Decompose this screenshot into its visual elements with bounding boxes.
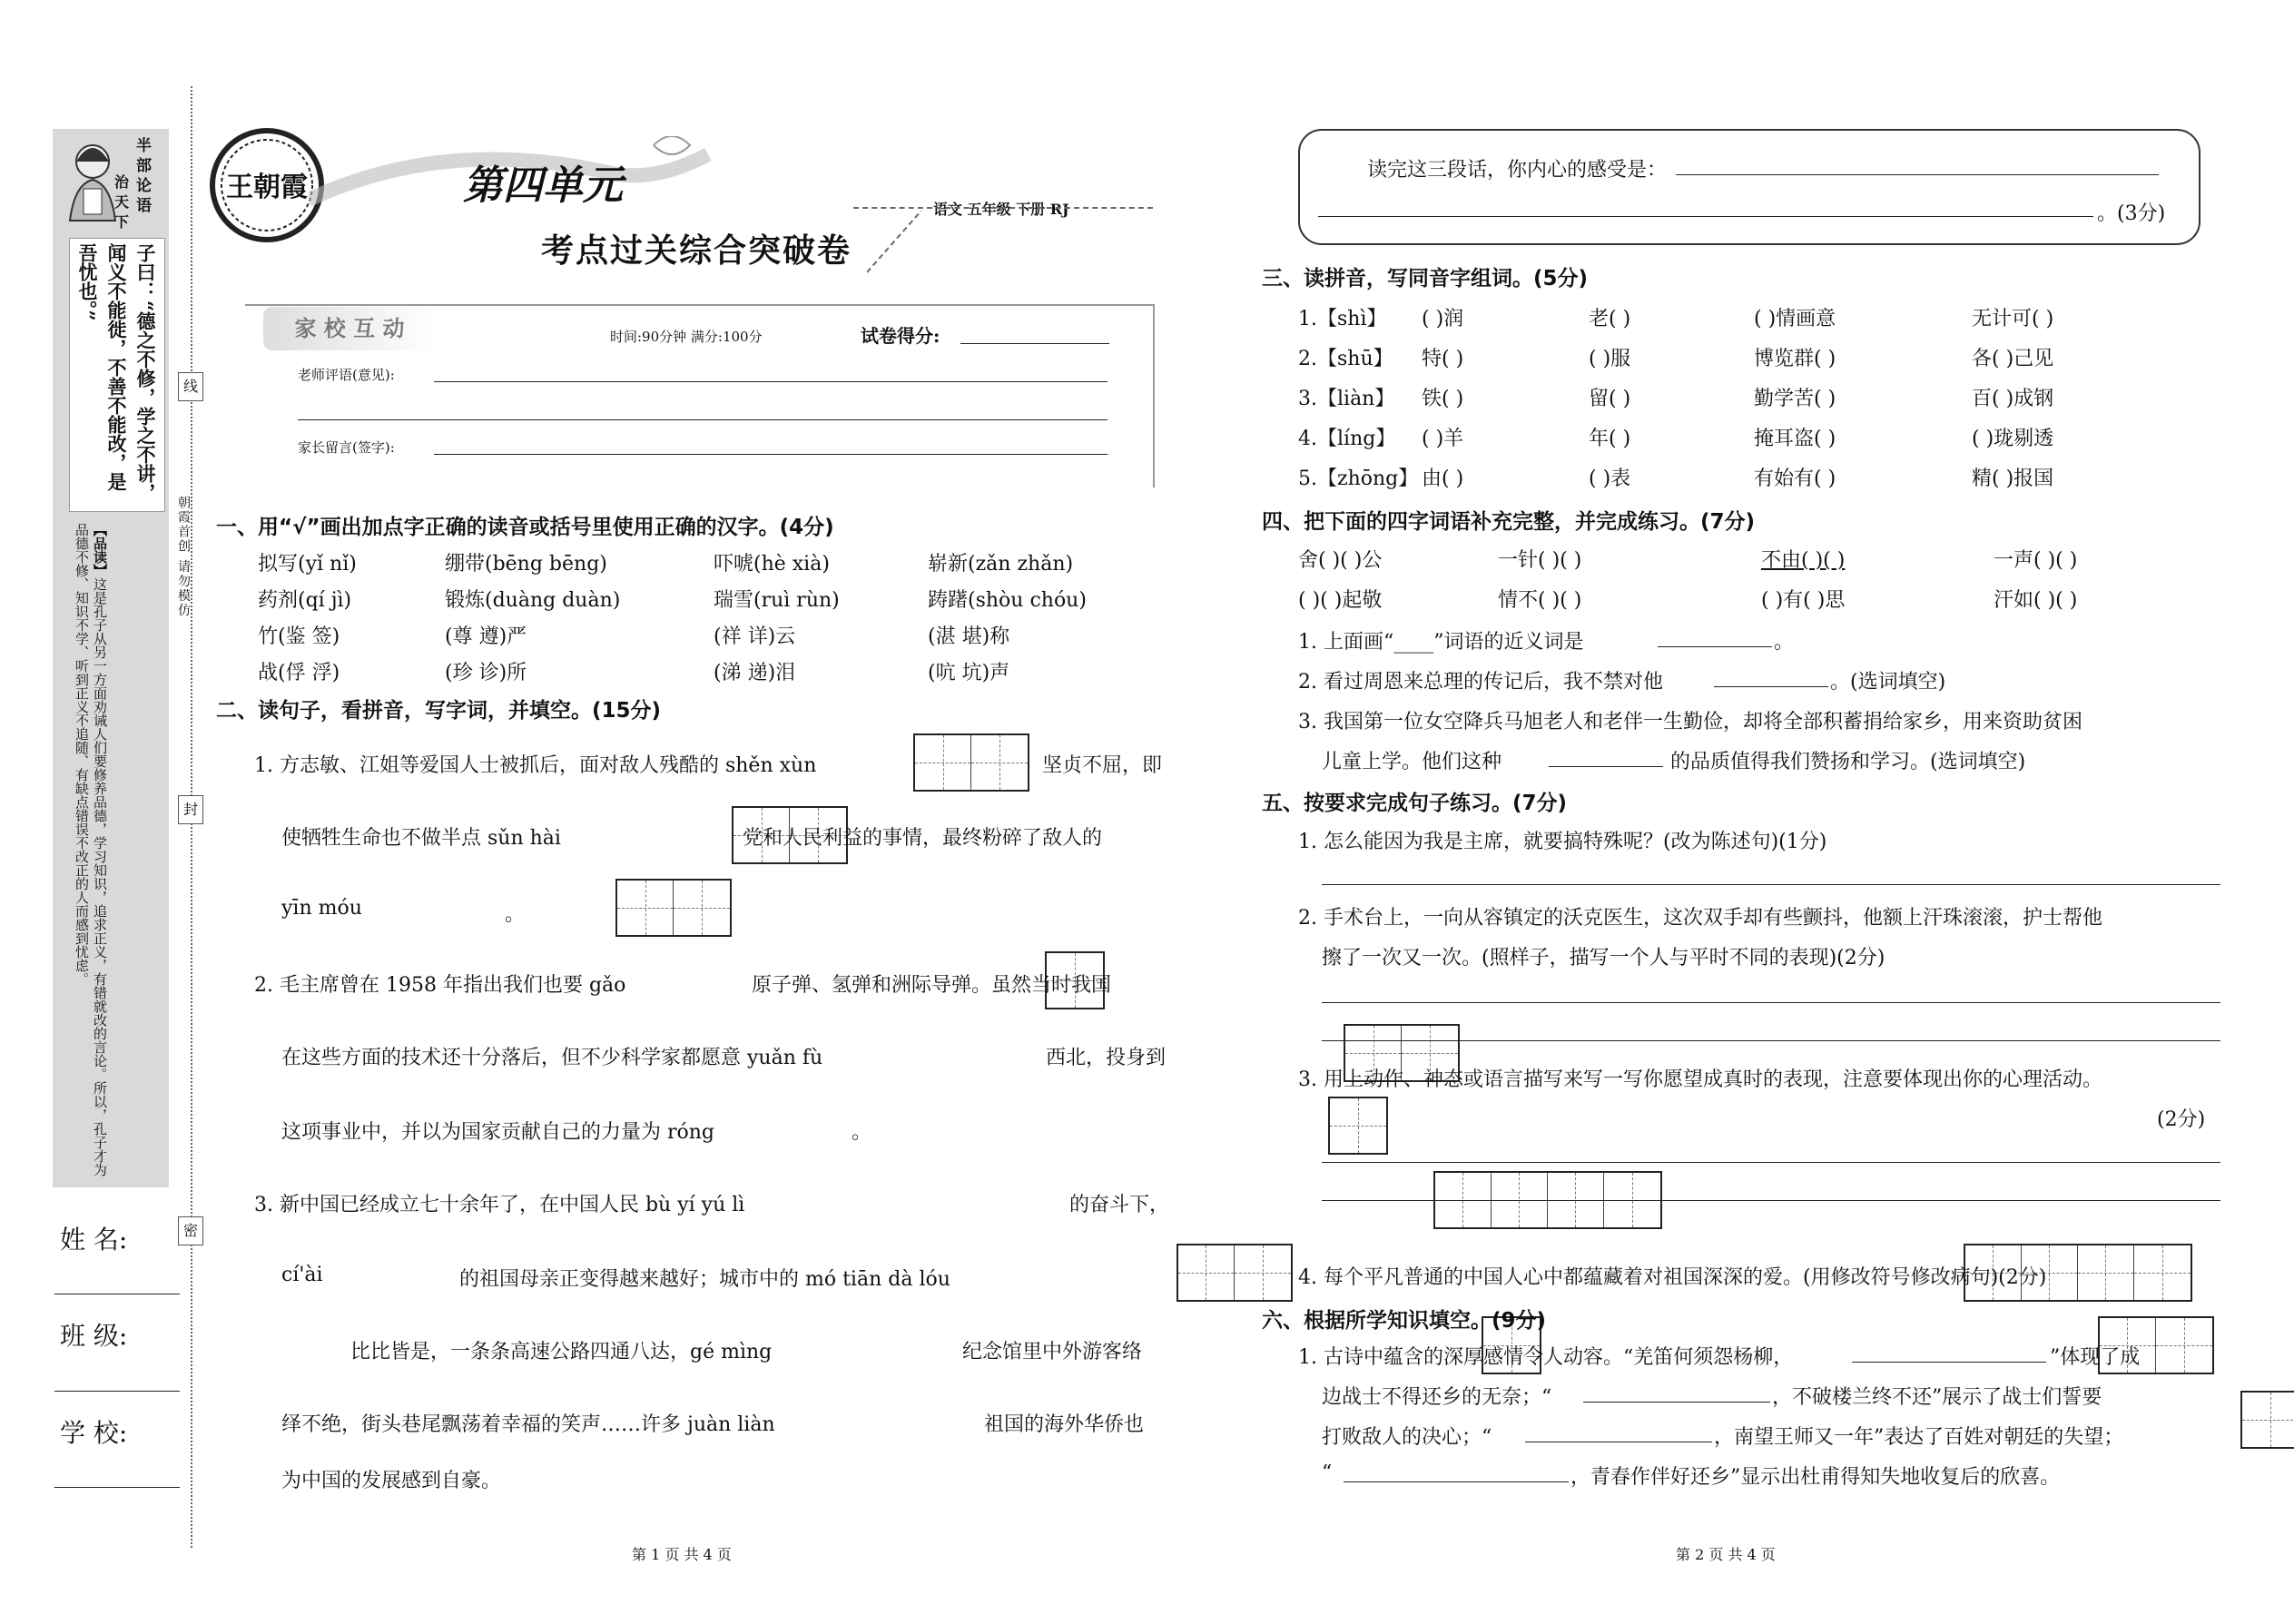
- header-dash-slope: [867, 211, 930, 274]
- school-field[interactable]: [54, 1487, 180, 1488]
- q3-row5-label: 5.【zhōng】: [1298, 468, 1419, 490]
- q3-row2-item3[interactable]: 博览群( ): [1754, 348, 1836, 370]
- q3-row3-item3[interactable]: 勤学苦( ): [1754, 388, 1836, 410]
- q3-row3-item2[interactable]: 留( ): [1589, 388, 1631, 410]
- q2-s3-text-i: 为中国的发展感到自豪。: [281, 1470, 502, 1492]
- q3-row5-item4[interactable]: 精( )报国: [1972, 468, 2054, 490]
- q6-line4-b: ，青春作伴好还乡”显示出杜甫得知失地收复后的欣喜。: [1570, 1466, 2061, 1489]
- q3-row4-item2[interactable]: 年( ): [1589, 428, 1631, 450]
- q5-item3-text-b: (2分): [2157, 1108, 2206, 1131]
- q1-row2-item3: 瑞雪(ruì rùn): [714, 589, 840, 612]
- exam-title: 考点过关综合突破卷: [541, 231, 852, 270]
- unit-title: 第四单元: [463, 162, 623, 209]
- q5-item3-answer-2[interactable]: [1322, 1200, 2220, 1201]
- q4-item1-text: 1. 上面画“____”词语的近义词是: [1298, 631, 1584, 654]
- q5-item2-answer-1[interactable]: [1322, 1002, 2220, 1003]
- grid-shenxun[interactable]: [913, 733, 1029, 792]
- q2-s2-text-f: 。: [852, 1121, 872, 1144]
- q3-row4-item4[interactable]: ( )珑剔透: [1972, 428, 2054, 450]
- q2-s2-text-b: 原子弹、氢弹和洲际导弹。虽然当时我国: [752, 974, 1112, 997]
- q4-item3-end: 的品质值得我们赞扬和学习。(选词填空): [1670, 751, 2026, 773]
- q3-row2-item4[interactable]: 各( )己见: [1972, 348, 2054, 370]
- q2-s1-text-c: 使牺牲生命也不做半点 sǔn hài: [281, 827, 561, 850]
- q3-row1-item1[interactable]: ( )润: [1422, 308, 1464, 330]
- q6-line2-b: ，不破楼兰终不还”展示了战士们誓要: [1772, 1386, 2102, 1409]
- q6-blank-4[interactable]: [1344, 1481, 1569, 1482]
- parent-note-field[interactable]: [434, 454, 1108, 455]
- cut-mark-3: 密: [178, 1216, 203, 1245]
- home-school-badge: 家 校 互 动: [263, 307, 436, 350]
- q3-row5-item1[interactable]: 由( ): [1422, 468, 1464, 490]
- q2-s1-text-e: yīn móu: [281, 897, 362, 920]
- q4-item1-end: 。: [1774, 631, 1795, 654]
- q4-row1-item3[interactable]: 不由( )( ): [1761, 549, 1846, 572]
- q2-s3-text-d: 的祖国母亲正变得越来越好；城市中的 mó tiān dà lóu: [459, 1268, 950, 1291]
- q2-title: 二、读句子，看拼音，写字词，并填空。(15分): [216, 699, 662, 723]
- q1-row1-item4: 崭新(zǎn zhǎn): [928, 553, 1074, 576]
- q3-row2-label: 2.【shū】: [1298, 348, 1393, 370]
- q6-line1-a: 1. 古诗中蕴含的深厚感情令人动容。“羌笛何须怨杨柳，: [1298, 1346, 1794, 1369]
- q5-item3-answer-1[interactable]: [1322, 1162, 2220, 1163]
- q5-title: 五、按要求完成句子练习。(7分): [1262, 792, 1568, 815]
- subject-tags: 语文 五年级 下册 RJ: [933, 201, 1069, 218]
- q4-item1-blank[interactable]: [1658, 646, 1772, 647]
- q4-item3-text-a: 3. 我国第一位女空降兵马旭老人和老伴一生勤俭，却将全部积蓄捐给家乡，用来资助贫困: [1298, 711, 2082, 733]
- feeling-answer-line-1[interactable]: [1676, 174, 2159, 175]
- q6-blank-1[interactable]: [1852, 1362, 2046, 1363]
- feeling-score: 。(3分): [2097, 202, 2166, 225]
- q4-row1-item2[interactable]: 一针( )( ): [1498, 549, 1582, 572]
- q3-row3-item4[interactable]: 百( )成钢: [1972, 388, 2054, 410]
- q6-line3-b: ，南望王师又一年”表达了百姓对朝廷的失望；: [1714, 1426, 2124, 1449]
- q4-item2-end: 。(选词填空): [1830, 671, 1946, 694]
- q5-item1-text: 1. 怎么能因为我是主席，就要搞特殊呢？(改为陈述句)(1分): [1298, 831, 1827, 853]
- feeling-prompt: 读完这三段话，你内心的感受是：: [1367, 159, 1668, 182]
- q3-title: 三、读拼音，写同音字组词。(5分): [1262, 267, 1589, 290]
- confucius-quote: 子曰：“德之不修，学之不讲，闻义不能徙，不善不能改，是吾忧也。”: [76, 243, 157, 503]
- q5-item3-text-a: 3. 用上动作、神态或语言描写来写一写你愿望成真时的表现，注意要体现出你的心理活动。: [1298, 1068, 2102, 1091]
- q3-row4-label: 4.【líng】: [1298, 428, 1396, 450]
- q5-item4-text: 4. 每个平凡普通的中国人心中都蕴藏着对祖国深深的爱。(用修改符号修改病句)(2分): [1298, 1266, 2047, 1289]
- q4-row2-item4[interactable]: 汗如( )( ): [1994, 589, 2078, 612]
- series-title: 半部论语: [136, 137, 152, 215]
- q4-title: 四、把下面的四字词语补充完整，并完成练习。(7分): [1262, 510, 1756, 534]
- q2-s2-text-a: 2. 毛主席曾在 1958 年指出我们也要 gǎo: [254, 974, 626, 997]
- svg-text:王朝霞: 王朝霞: [226, 172, 308, 203]
- q1-title: 一、用“√”画出加点字正确的读音或括号里使用正确的汉字。(4分): [216, 516, 834, 539]
- q5-item1-answer[interactable]: [1322, 884, 2220, 885]
- q4-row1-item4[interactable]: 一声( )( ): [1994, 549, 2078, 572]
- q1-row1-item1: 拟写(yǐ nǐ): [258, 553, 357, 576]
- q2-s3-text-f: 纪念馆里中外游客络: [962, 1341, 1143, 1363]
- q2-s1-text-d: 党和人民利益的事情，最终粉碎了敌人的: [743, 827, 1103, 850]
- q1-row4-item3: (涕 递)泪: [714, 662, 796, 684]
- q2-s2-text-e: 这项事业中，并以为国家贡献自己的力量为 róng: [281, 1121, 715, 1144]
- q1-row4-item2: (珍 诊)所: [445, 662, 527, 684]
- q4-row2-item3[interactable]: ( )有( )思: [1761, 589, 1846, 612]
- q1-row1-item3: 吓唬(hè xià): [714, 553, 830, 576]
- q4-item3-text-b: 儿童上学。他们这种: [1322, 751, 1502, 773]
- q3-row5-item2[interactable]: ( )表: [1589, 468, 1631, 490]
- q2-s1-text-a: 1. 方志敏、江姐等爱国人士被抓后，面对敌人残酷的 shěn xùn: [254, 754, 817, 777]
- footer-page-right: 第 2 页 共 4 页: [1676, 1546, 1776, 1563]
- name-label: 姓 名:: [60, 1225, 128, 1255]
- q5-item2-answer-2[interactable]: [1322, 1040, 2220, 1041]
- q2-s3-text-e: 比比皆是，一条条高速公路四通八达，gé mìng: [350, 1341, 773, 1363]
- q2-s3-text-g: 绎不绝，街头巷尾飘荡着幸福的笑声……许多 juàn liàn: [281, 1413, 775, 1436]
- header-dash-line: [853, 207, 1153, 209]
- q6-blank-2[interactable]: [1583, 1402, 1770, 1403]
- q6-line2-a: 边战士不得还乡的无奈；“: [1322, 1386, 1552, 1409]
- brand-logo: [209, 127, 325, 243]
- teacher-comment-field-2[interactable]: [298, 419, 1108, 420]
- teacher-comment-field[interactable]: [434, 381, 1108, 382]
- q5-item2-text-b: 擦了一次又一次。(照样子，描写一个人与平时不同的表现)(2分): [1322, 947, 1885, 969]
- q3-row1-item2[interactable]: 老( ): [1589, 308, 1631, 330]
- q1-row2-item1: 药剂(qí jì): [258, 589, 352, 612]
- footer-page-left: 第 1 页 共 4 页: [632, 1546, 732, 1563]
- q1-row3-item1: 竹(鉴 签): [258, 625, 340, 648]
- copyright-note: 朝霞首创 请勿模仿: [176, 496, 191, 618]
- q1-row4-item1: 战(俘 浮): [258, 662, 340, 684]
- q3-row1-item4[interactable]: 无计可( ): [1972, 308, 2054, 330]
- reading-comment-label: 【品读】: [92, 523, 108, 577]
- q4-item2-blank[interactable]: [1714, 686, 1828, 687]
- q3-row4-item1[interactable]: ( )羊: [1422, 428, 1464, 450]
- q1-row3-item4: (湛 堪)称: [928, 625, 1010, 648]
- series-subtitle: 治天下: [114, 173, 130, 231]
- q1-row2-item4: 踌躇(shòu chóu): [928, 589, 1087, 612]
- class-field[interactable]: [54, 1391, 180, 1392]
- q1-row4-item4: (吭 坑)声: [928, 662, 1010, 684]
- q3-row1-label: 1.【shì】: [1298, 308, 1387, 330]
- logo-seal-icon: [209, 127, 325, 243]
- grid-rong[interactable]: [1328, 1097, 1388, 1155]
- teacher-comment-label: 老师评语(意见):: [298, 367, 395, 383]
- q2-s3-text-a: 3. 新中国已经成立七十余年了，在中国人民 bù yí yú lì: [254, 1194, 745, 1216]
- feeling-box: [1298, 129, 2200, 245]
- cut-mark-1: 线: [178, 372, 203, 401]
- q4-item3-blank[interactable]: [1549, 766, 1663, 767]
- feeling-answer-line-2[interactable]: [1318, 216, 2093, 217]
- time-info: 时间:90分钟 满分:100分: [610, 329, 763, 345]
- q1-row1-item2: 绷带(bēng bēng): [445, 553, 607, 576]
- school-label: 学 校:: [60, 1418, 128, 1448]
- grid-ciai[interactable]: [1177, 1244, 1293, 1302]
- q3-row5-item3[interactable]: 有始有( ): [1754, 468, 1836, 490]
- q4-row2-item1[interactable]: ( )( )起敬: [1298, 589, 1383, 612]
- q2-s1-text-f: 。: [505, 903, 526, 926]
- q2-s2-text-d: 西北，投身到: [1046, 1047, 1167, 1069]
- reading-comment-text: 这是孔子从另一方面劝诫人们要修养品德，学习知识，追求正义，有错就改的言论。所以，孔子才为品德不修、知识不学、听到正义不追随、有缺点错误不改正的人而感到忧虑。: [74, 523, 108, 1176]
- class-label: 班 级:: [60, 1321, 128, 1351]
- q4-row1-item1[interactable]: 舍( )( )公: [1298, 549, 1383, 572]
- parent-note-label: 家长留言(签字):: [298, 439, 395, 456]
- q2-s3-text-b: 的奋斗下，: [1069, 1194, 1170, 1216]
- q3-row3-label: 3.【liàn】: [1298, 388, 1395, 410]
- cut-mark-2: 封: [178, 795, 203, 824]
- q6-line3-a: 打败敌人的决心；“: [1322, 1426, 1492, 1449]
- q2-s2-text-c: 在这些方面的技术还十分落后，但不少科学家都愿意 yuǎn fù: [281, 1047, 823, 1069]
- q2-s3-text-h: 祖国的海外华侨也: [984, 1413, 1145, 1436]
- q6-title: 六、根据所学知识填空。(9分): [1262, 1309, 1547, 1333]
- q1-row3-item3: (祥 详)云: [714, 625, 796, 648]
- q5-item2-text-a: 2. 手术台上，一向从容镇定的沃克医生，这次双手却有些颤抖，他额上汗珠滚滚，护士帮他: [1298, 907, 2102, 930]
- q3-row4-item3[interactable]: 掩耳盗( ): [1754, 428, 1836, 450]
- q3-row1-item3[interactable]: ( )情画意: [1754, 308, 1836, 330]
- q6-line4-a: “: [1322, 1462, 1333, 1484]
- q3-row2-item1[interactable]: 特( ): [1422, 348, 1464, 370]
- score-field[interactable]: [960, 343, 1109, 344]
- q1-row2-item2: 锻炼(duàng duàn): [445, 589, 621, 612]
- q2-s3-text-c: cí'ài: [281, 1264, 323, 1286]
- score-label: 试卷得分:: [861, 325, 940, 347]
- reading-comment: [73, 523, 109, 1176]
- grid-juanlian[interactable]: [2240, 1391, 2294, 1449]
- q4-row2-item2[interactable]: 情不( )( ): [1498, 589, 1582, 612]
- q2-s1-text-b: 坚贞不屈，即: [1042, 754, 1163, 777]
- q3-row2-item2[interactable]: ( )服: [1589, 348, 1631, 370]
- grid-yinmou[interactable]: [615, 879, 732, 937]
- q1-row3-item2: (尊 遵)严: [445, 625, 527, 648]
- q3-row3-item1[interactable]: 铁( ): [1422, 388, 1464, 410]
- q6-line1-b: ”体现了成: [2050, 1346, 2141, 1369]
- q4-item2-text: 2. 看过周恩来总理的传记后，我不禁对他: [1298, 671, 1663, 694]
